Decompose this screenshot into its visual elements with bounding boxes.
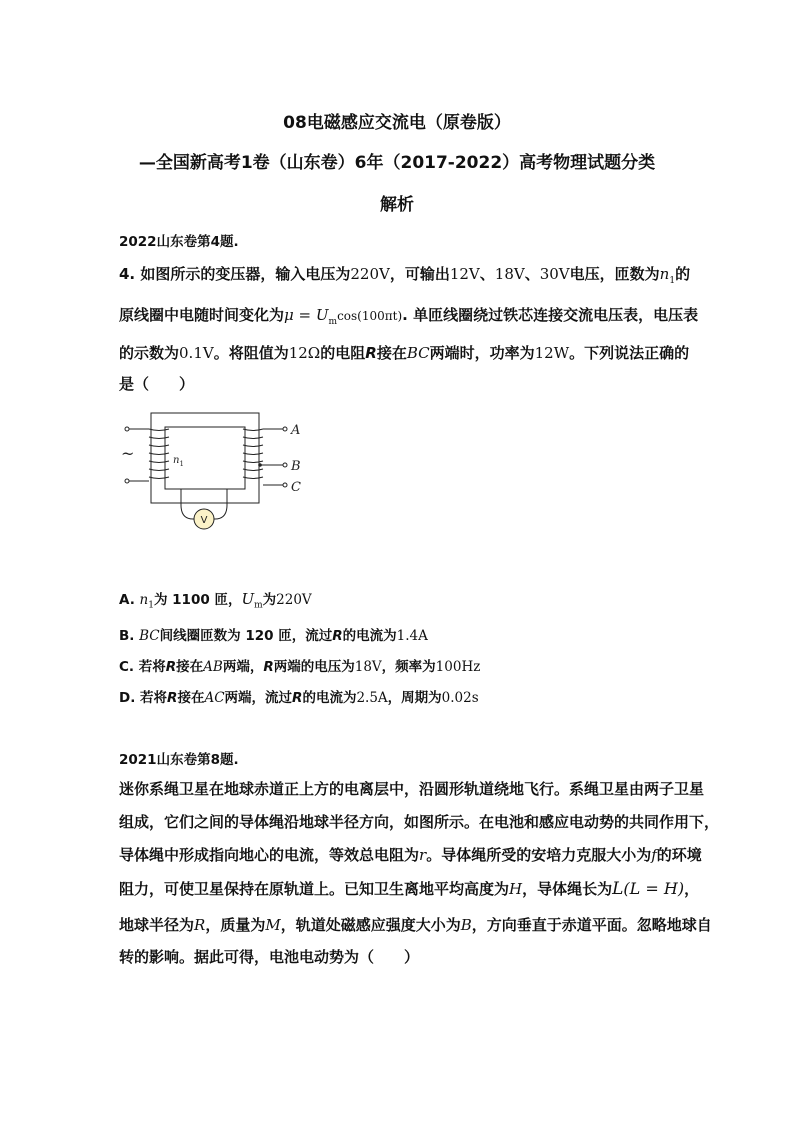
q4-line1: 4. 如图所示的变压器，输入电压为220V，可输出12V、18V、30V电压，匝数为$n_1$的	[119, 265, 691, 286]
input-terminal-top	[125, 427, 129, 431]
q4-option-c: C. 若将R接在AB两端，R两端的电压为18V，频率为100Hz	[119, 659, 481, 675]
q8-source: 2021山东卷第8题.	[119, 752, 239, 768]
terminal-b	[283, 463, 287, 467]
label-b: B	[291, 459, 301, 474]
input-terminal-bottom	[125, 479, 129, 483]
doc-title-line2: —全国新高考1卷（山东卷）6年（2017-2022）高考物理试题分类	[138, 153, 656, 173]
doc-title-line3: 解析	[380, 195, 414, 215]
q8-line5: 地球半径为R，质量为M，轨道处磁感应强度大小为B，方向垂直于赤道平面。忽略地球自	[119, 916, 712, 934]
q8-line3: 导体绳中形成指向地心的电流，等效总电阻为r。导体绳所受的安培力克服大小为f的环境	[119, 846, 702, 864]
ac-source-symbol: ~	[121, 444, 135, 463]
voltmeter-label: V	[200, 515, 208, 526]
q4-option-d: D. 若将R接在AC两端，流过R的电流为2.5A，周期为0.02s	[119, 690, 479, 706]
q4-line2: 原线圈中电随时间变化为$\mu = U_m\cos(100\pi t)$. 单匝线圈绕过铁芯连接交流电压表，电压表	[119, 306, 699, 327]
q8-line2: 组成，它们之间的导体绳沿地球半径方向，如图所示。在电池和感应电动势的共同作用下，	[119, 813, 720, 831]
transformer-figure	[119, 405, 319, 535]
secondary-coil	[243, 429, 263, 479]
q4-line3: 的示数为0.1V。将阻值为12Ω的电阻R接在BC两端时，功率为12W。下列说法正确的	[119, 344, 690, 362]
formula-u: μ = U	[284, 306, 329, 324]
terminal-a	[283, 427, 287, 431]
primary-coil	[149, 429, 169, 479]
q4-option-b: B. BC间线圈匝数为 120 匝，流过R的电流为1.4A	[119, 628, 428, 644]
doc-title-line1: 08电磁感应交流电（原卷版）	[283, 113, 511, 133]
q4-source: 2022山东卷第4题.	[119, 234, 239, 250]
q8-line4: 阻力，可使卫星保持在原轨道上。已知卫生离地平均高度为H，导体绳长为L(L = H)，	[119, 879, 700, 899]
label-a: A	[291, 423, 301, 438]
q4-option-a: A. $n_1$为 1100 匝，$U_m$为220V	[119, 590, 312, 611]
n1-label: $n_1$	[173, 455, 184, 468]
q8-line1: 迷你系绳卫星在地球赤道正上方的电离层中，沿圆形轨道绕地飞行。系绳卫星由两子卫星	[119, 780, 705, 798]
q8-line6: 转的影响。据此可得，电池电动势为（ ）	[119, 948, 420, 966]
q4-line4: 是（ ）	[119, 375, 195, 393]
terminal-c	[283, 483, 287, 487]
label-c: C	[291, 480, 301, 495]
